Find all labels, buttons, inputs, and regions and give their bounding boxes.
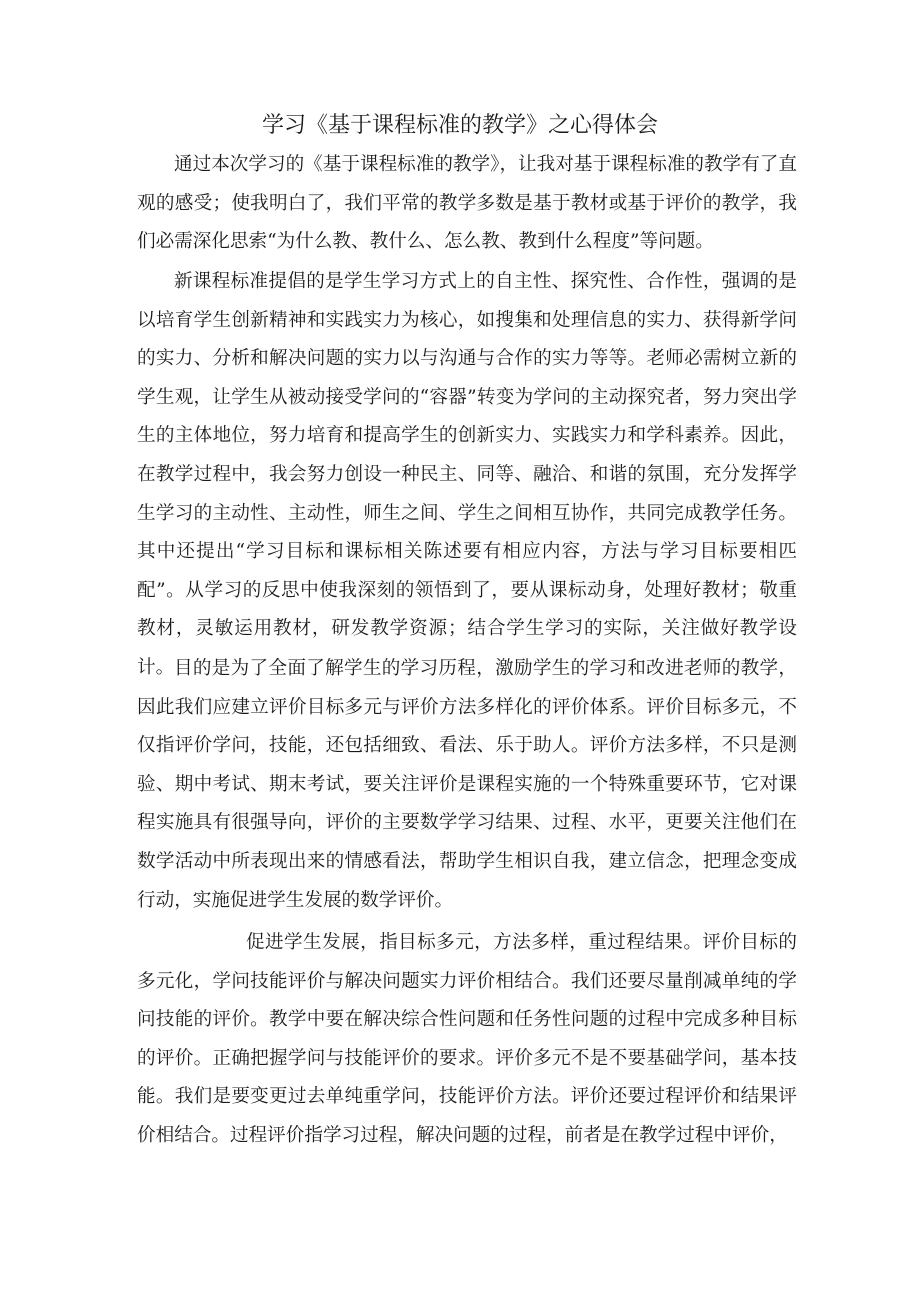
document-title: 学习《基于课程标准的教学》之心得体会 — [261, 113, 658, 138]
paragraph-2: 新课程标准提倡的是学生学习方式上的自主性、探究性、合作性，强调的是以培育学生创新精神和实践实力为核心，如搜集和处理信息的实力、获得新学问的实力、分析和解决问题的实力以与沟通与合作的实力等等。老师必需树立新的学生观，让学生从被动接受学问的“容器”转变为学问的主动探究者，努力突出学生的主体地位，努力培育和提高学生的创新实力、实践实力和学科素养。因此，在教学过程中，我会努力创设一种民主、同等、融洽、和谐的氛围，充分发挥学生学习的主动性、主动性，师生之间、学生之间相互协作，共同完成教学任务。其中还提出“学习目标和课标相关陈述要有相应内容，方法与学习目标要相匹配”。从学习的反思中使我深刻的领悟到了，要从课标动身，处理好教材；敬重教材，灵敏运用教材，研发教学资源；结合学生学习的实际，关注做好教学设计。 — [137, 271, 797, 678]
paragraph-4: 促进学生发展，指目标多元，方法多样，重过程结果。评价目标的多元化，学问技能评价与解决问题实力评价相结合。我们还要尽量削减单纯的学问技能的评价。教学中要在解决综合性问题和任务性问题的过程中完成多种目标的评价。正确把握学问与技能评价的要求。评价多元不是不要基础学问，基本技能。我们是要变更过去单纯重学问，技能评价方法。评价还要过程评价和结果评价相结合。过程评价指学习过程，解决问题的过程，前者是在教学过程中评价， — [137, 932, 797, 1146]
paragraph-3: 目的是为了全面了解学生的学习历程，激励学生的学习和改进老师的教学，因此我们应建立评价目标多元与评价方法多样化的评价体系。评价目标多元，不仅指评价学问，技能，还包括细致、看法、乐于助人。评价方法多样，不只是测验、期中考试、期末考试，要关注评价是课程实施的一个特殊重要环节，它对课程实施具有很强导向，评价的主要数学学习结果、过程、水平，更要关注他们在数学活动中所表现出来的情感看法，帮助学生相识自我，建立信念，把理念变成行动，实施促进学生发展的数学评价。 — [137, 658, 797, 911]
paragraph-1: 通过本次学习的《基于课程标准的教学》，让我对基于课程标准的教学有了直观的感受；使我明白了，我们平常的教学多数是基于教材或基于评价的教学，我们必需深化思索“为什么教、教什么、怎么教、教到什么程度”等问题。 — [137, 154, 797, 253]
